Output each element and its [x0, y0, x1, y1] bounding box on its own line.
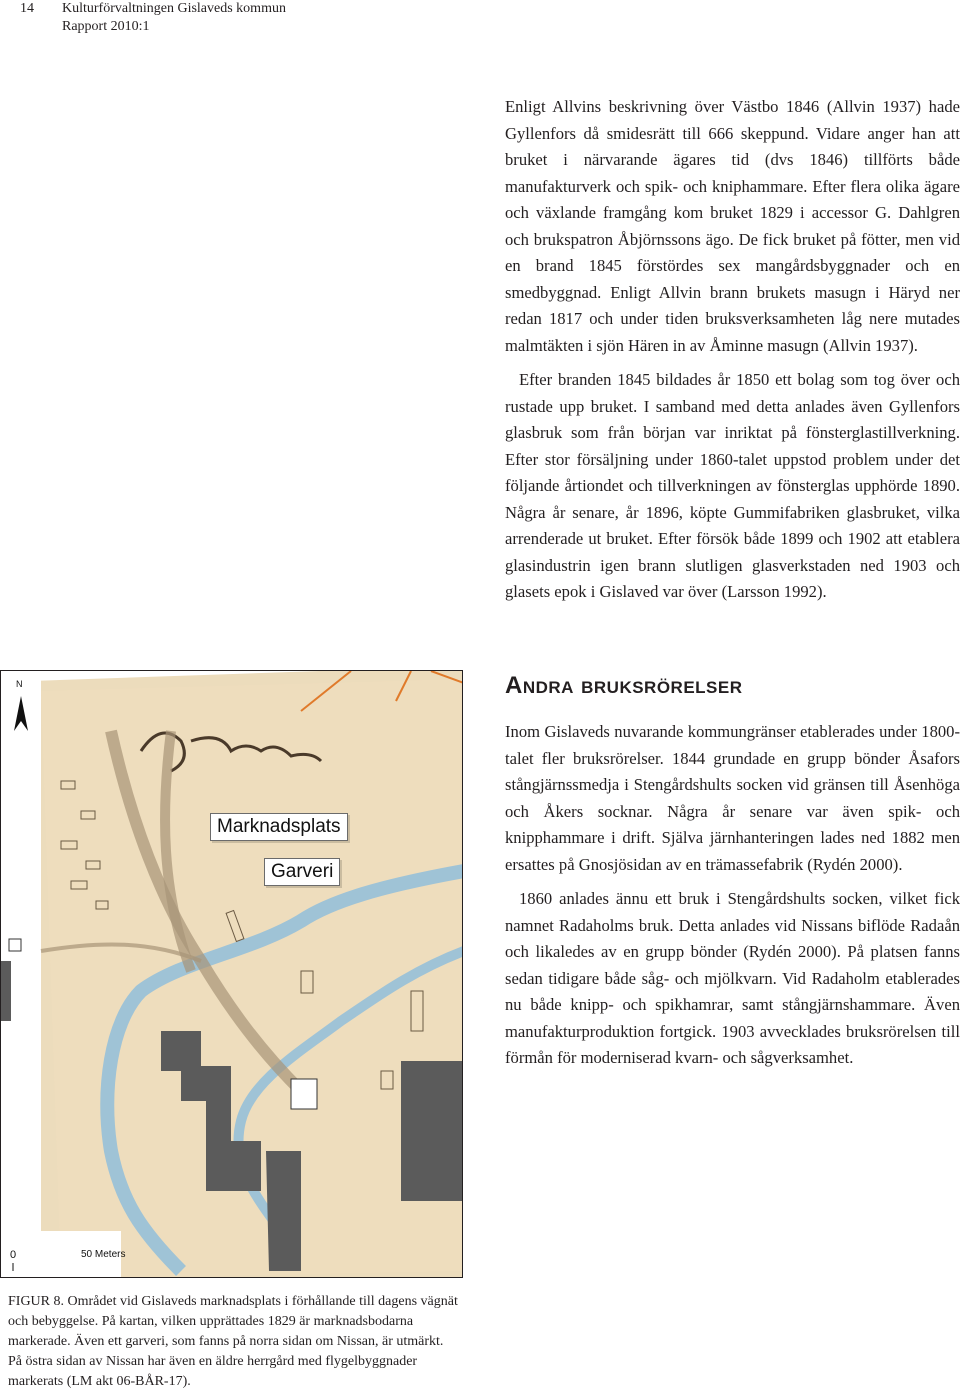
figure-label: FIGUR 8. — [8, 1294, 65, 1309]
page-number: 14 — [20, 1, 34, 16]
scale-zero: 0 — [10, 1249, 17, 1261]
north-label: N — [16, 679, 23, 689]
paragraph: 1860 anlades ännu ett bruk i Stengårdshults socken, vilket fick namnet Radaholms bruk. Detta anlades vid Nissans biflöde Radaån och likaledes av en grupp bönder (Rydén 2000). På platsen fanns sedan tidigare både såg- och mjölkvarn. Vid Radaholm etablerades nu både knipp- och spikhamrar, samt stångjärnshammare. Även manufakturproduktion fortgick. 1903 avvecklades bruksrörelsen till förmån för moderniserad kvarn- och sågverksamhet. — [505, 889, 960, 1067]
body-text-top — [505, 94, 960, 606]
figure-caption — [8, 1292, 458, 1392]
caption-text: Området vid Gislaveds marknadsplats i förhållande till dagens vägnät och bebyggelse. På kartan, vilken upprättades 1829 är marknadsbodarna markerade. Även ett garveri, som fanns på norra sidan om Nissan, är utmärkt. På östra sidan av Nissan har även en äldre herrgård med flygelbyggnader markerats (LM akt 06-BÅR-17). — [8, 1294, 458, 1389]
marknadsplats-label: Marknadsplats — [210, 813, 348, 841]
paragraph: Enligt Allvins beskrivning över Västbo 1846 (Allvin 1937) hade Gyllenfors då smidesrätt till 666 skeppund. Vidare anger han att bruket i närvarande ägares tid (dvs 1846) tillförts både manufakturverk och spik- och kniphammare. Efter flera olika ägare och växlande framgång kom bruket 1829 i accessor G. Dahlgren och brukspatron Åbjörnssons ägo. De fick bruket på fötter, men vid en brand 1845 förstördes sex mangårdsbyggnader och en smedbyggnad. Enligt Allvin brann brukets masugn i Häryd ner redan 1817 och under tiden bruksverksamheten låg nere mutades malmtäkten i sjön Hären in av Åminne masugn (Allvin 1937). — [505, 97, 960, 355]
garveri-label: Garveri — [264, 858, 340, 886]
paragraph: Inom Gislaveds nuvarande kommungränser etablerades under 1800-talet fler bruksrörelser. 1844 grundade en grupp bönder Åsafors stångjärnssmedja i Stengårdshults socken vid gränsen till Åsenhöga och Åkers socknar. Några år senare var även spik- och knipphammare i drift. Själva järnhanteringen lades ned 1882 men ersattes på Gnosjösidan av en trämassefabrik (Rydén 2000). — [505, 722, 960, 874]
body-text-bottom — [505, 719, 960, 1072]
paragraph: Efter branden 1845 bildades år 1850 ett bolag som tog över och rustade upp bruket. I samband med detta anlades även Gyllenfors glasbruk som från början var inriktat på fönsterglastillverkning. Efter stor försäljning under 1860-talet uppstod problem under det följande årtiondet och tillverkningen av fönsterglas upphörde 1890. Några år senare, år 1896, köpte Gummifabriken glasbruket, vilka arrenderade ut bruket. Efter försök både 1899 och 1902 att etablera glasindustrin igen brann slutligen glasverkstaden ned 1903 och glasets epok i Gislaved var över (Larsson 1992). — [505, 370, 960, 601]
scale-label: 50 Meters — [81, 1249, 126, 1260]
header-organization: Kulturförvaltningen Gislaveds kommun — [62, 1, 286, 16]
section-heading: Andra bruksrörelser — [505, 672, 743, 699]
historical-map-figure — [0, 670, 463, 1278]
map-image — [1, 671, 463, 1278]
header-report: Rapport 2010:1 — [62, 19, 150, 34]
